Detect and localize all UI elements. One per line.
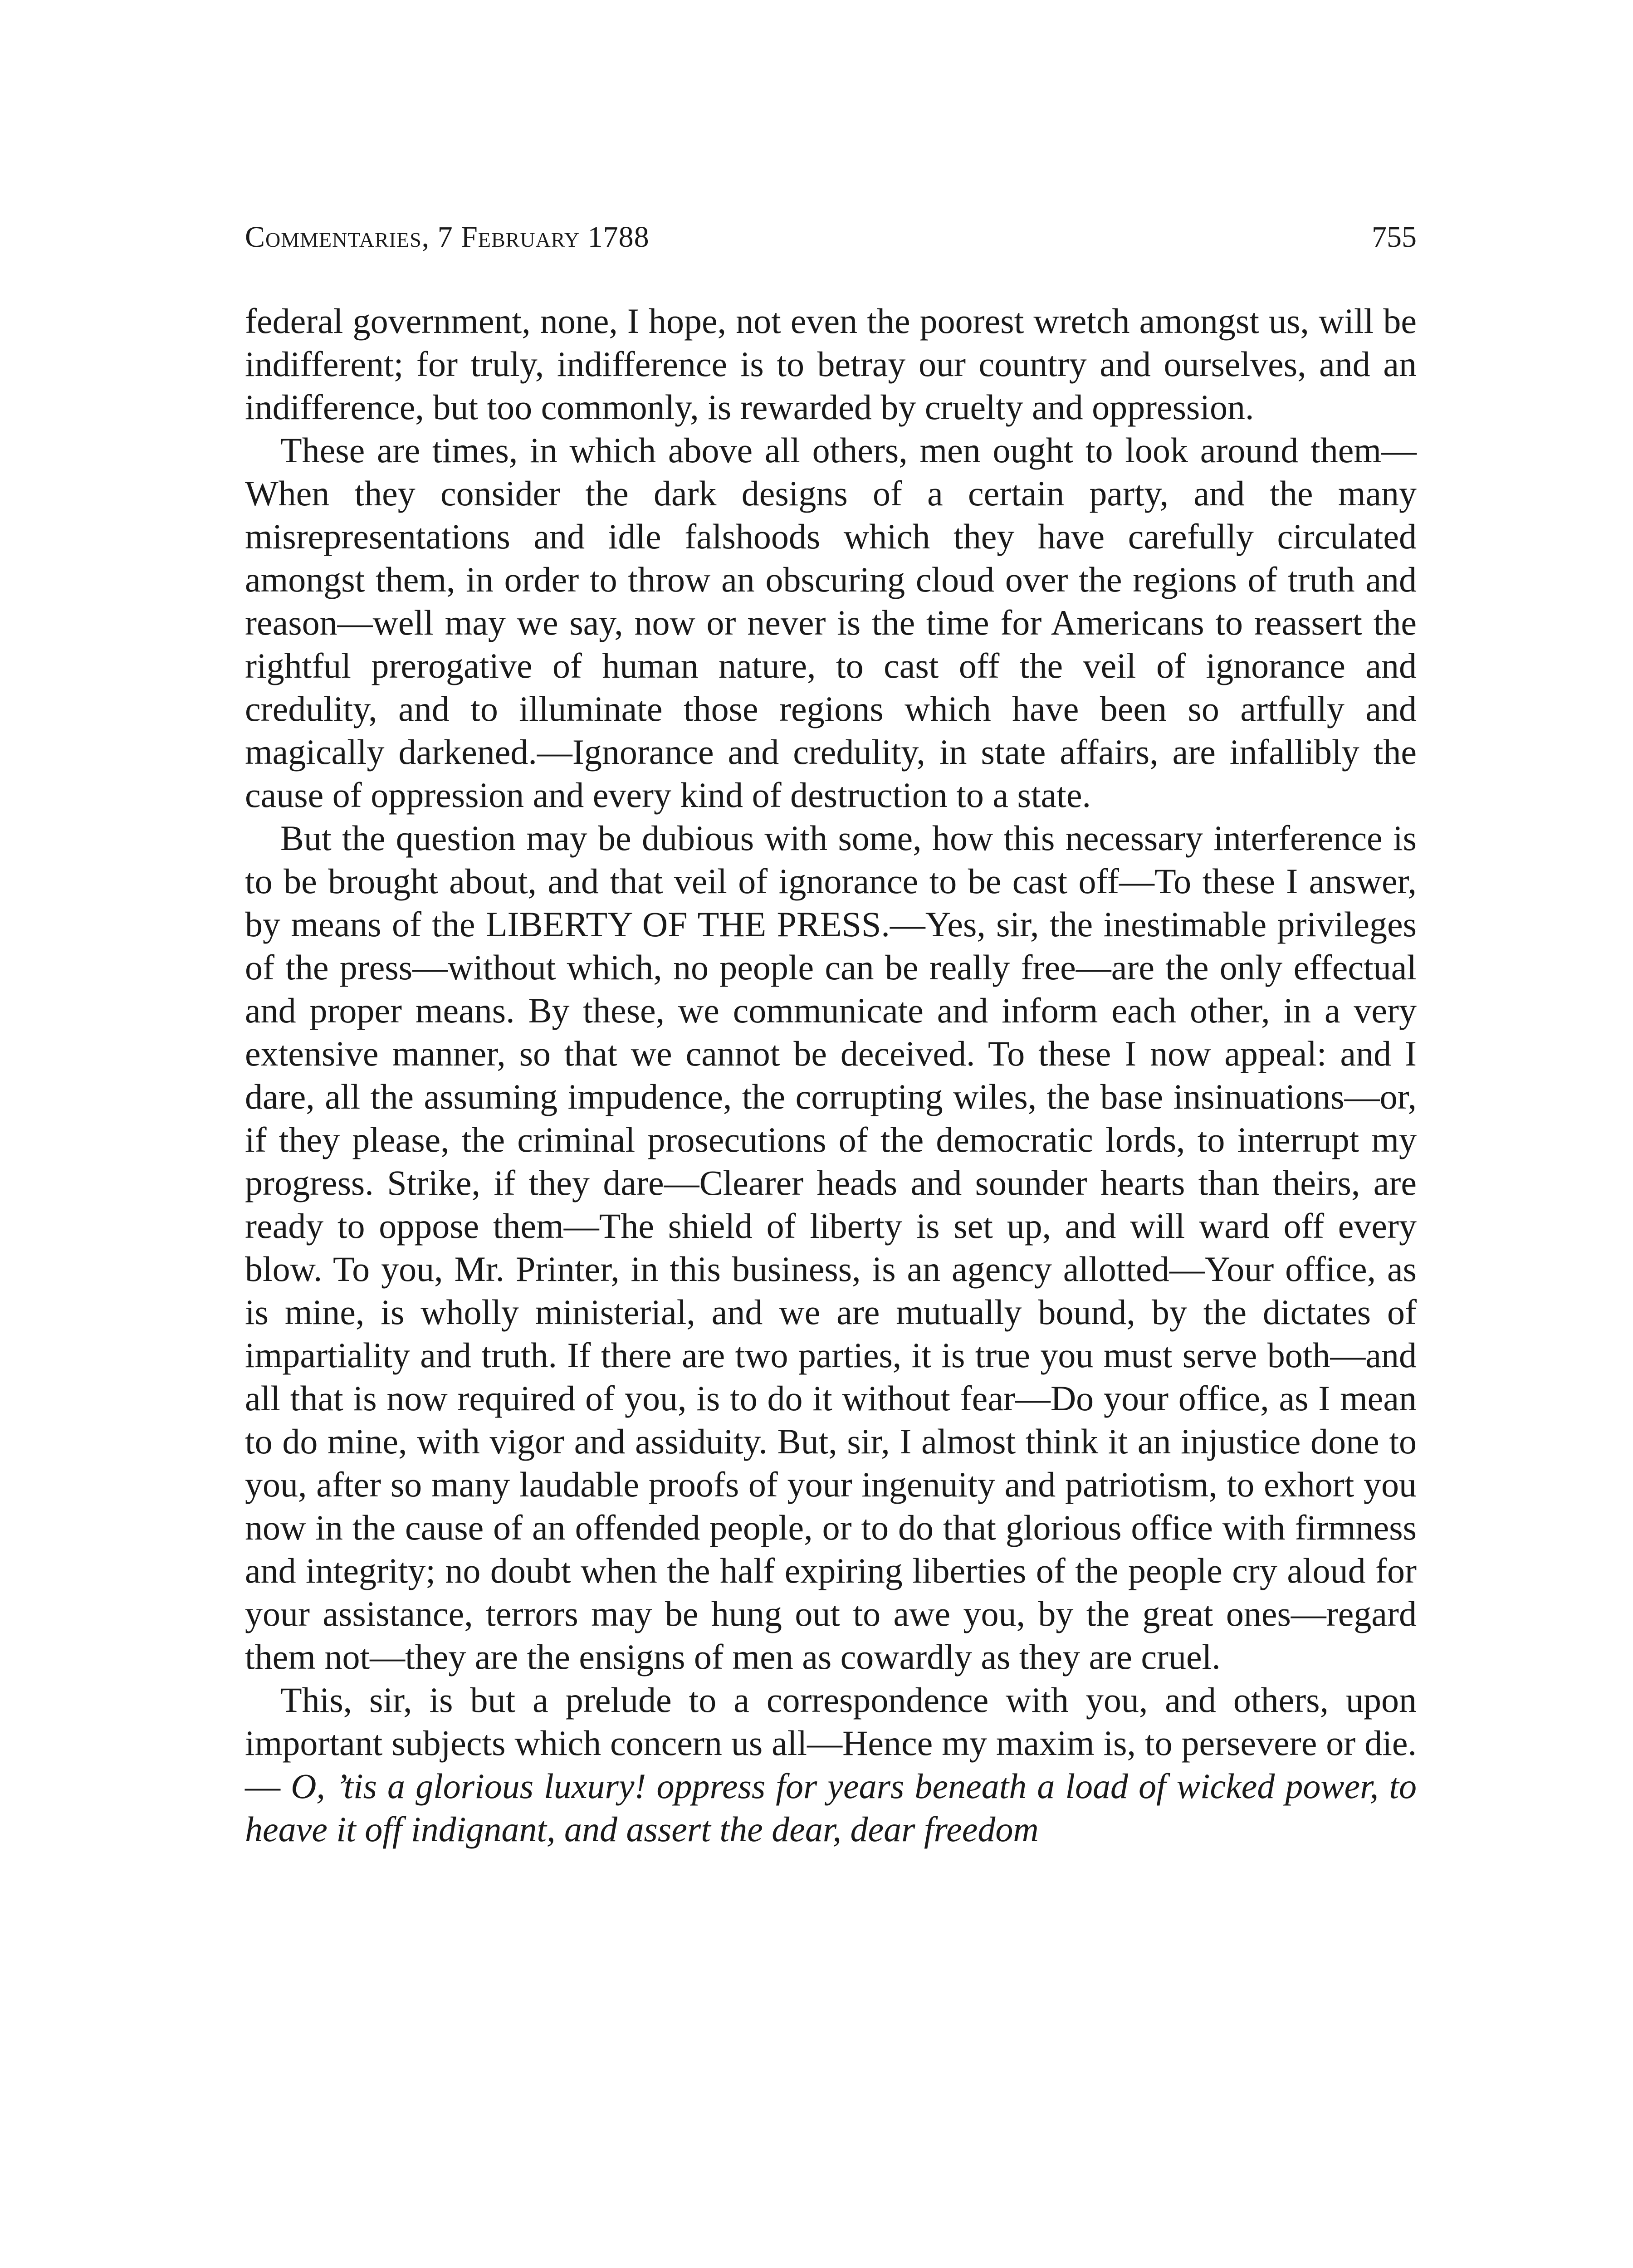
- paragraph-4-text: This, sir, is but a prelude to a correspondence with you, and others, upon important subjects which concern us all—Hence my maxim is, to persevere or die.—: [245, 1680, 1417, 1806]
- body-text: [245, 299, 1417, 1851]
- paragraph-2: [245, 429, 1417, 816]
- running-head-title: Commentaries, 7 February 1788: [245, 220, 650, 254]
- paragraph-1-text: federal government, none, I hope, not even the poorest wretch amongst us, will be indifferent; for truly, indifference is to betray our country and ourselves, and an indifference, but too commonly, is rewarded by cruelty and oppression.: [245, 301, 1417, 427]
- paragraph-3: [245, 816, 1417, 1678]
- page-number: 755: [1372, 220, 1417, 254]
- paragraph-3-text: But the question may be dubious with some, how this necessary interference is to be brought about, and that veil of ignorance to be cast off—To these I answer, by means of the LIBERTY OF THE PRESS.—Yes, sir, the inestimable privileges of the press—without which, no people can be really free—are the only effectual and proper means. By these, we communicate and inform each other, in a very extensive manner, so that we cannot be deceived. To these I now appeal: and I dare, all the assuming impudence, the corrupting wiles, the base insinuations—or, if they please, the criminal prosecutions of the democratic lords, to interrupt my progress. Strike, if they dare—Clearer heads and sounder hearts than theirs, are ready to oppose them—The shield of liberty is set up, and will ward off every blow. To you, Mr. Printer, in this business, is an agency allotted—Your office, as is mine, is wholly ministerial, and we are mutually bound, by the dictates of impartiality and truth. If there are two parties, it is true you must serve both—and all that is now required of you, is to do it without fear—Do your office, as I mean to do mine, with vigor and assiduity. But, sir, I almost think it an injustice done to you, after so many laudable proofs of your ingenuity and patriotism, to exhort you now in the cause of an offended people, or to do that glorious office with firmness and integrity; no doubt when the half expiring liberties of the people cry aloud for your assistance, terrors may be hung out to awe you, by the great ones—regard them not—they are the ensigns of men as cowardly as they are cruel.: [245, 818, 1417, 1677]
- paragraph-4-italic-quote: O, ’tis a glorious luxury! oppress for years beneath a load of wicked power, to heave it off indignant, and assert the dear, dear freedom: [245, 1766, 1417, 1849]
- paragraph-2-text: These are times, in which above all others, men ought to look around them—When they consider the dark designs of a certain party, and the many misrepresentations and idle falshoods which they have carefully circulated amongst them, in order to throw an obscuring cloud over the regions of truth and reason—well may we say, now or never is the time for Americans to reassert the rightful prerogative of human nature, to cast off the veil of ignorance and credulity, and to illuminate those regions which have been so artfully and magically darkened.—Ignorance and credulity, in state affairs, are infallibly the cause of oppression and every kind of destruction to a state.: [245, 430, 1417, 815]
- paragraph-4: [245, 1678, 1417, 1851]
- running-head: [245, 217, 1417, 258]
- paragraph-1: [245, 299, 1417, 429]
